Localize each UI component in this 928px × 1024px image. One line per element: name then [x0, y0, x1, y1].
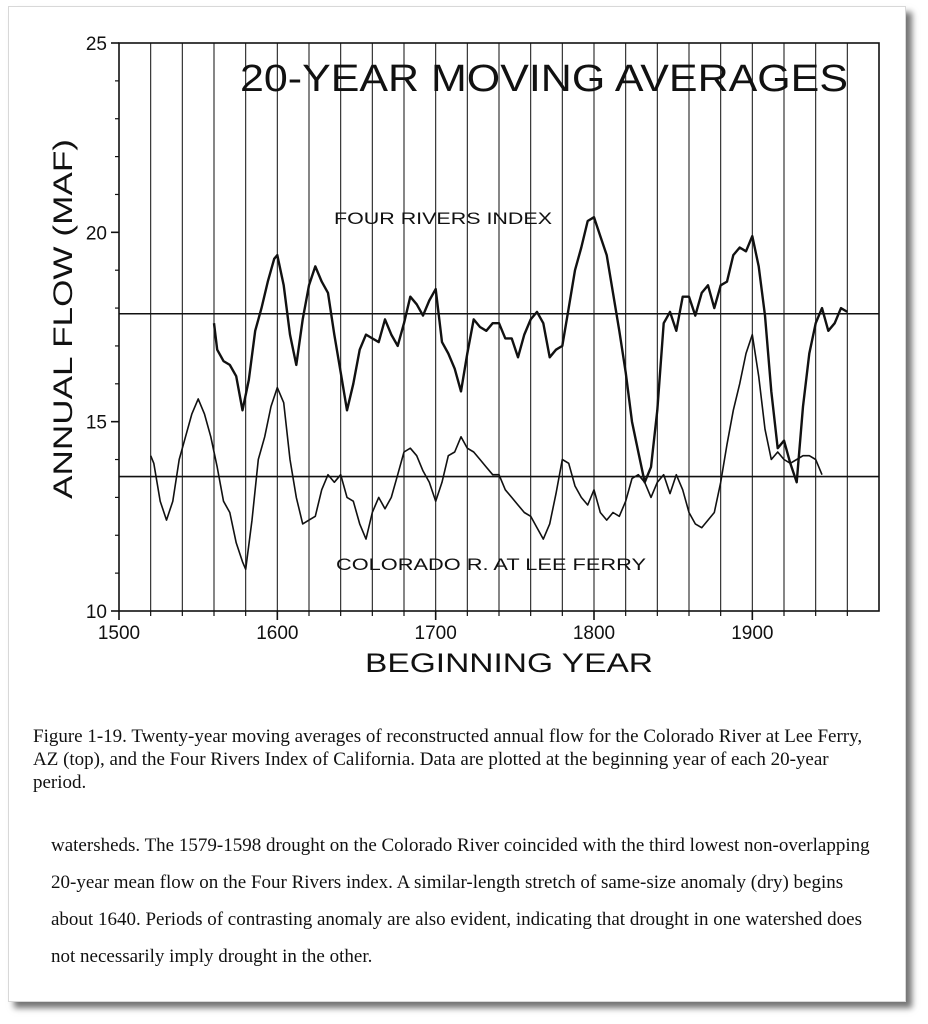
document-page [8, 6, 906, 1002]
body-paragraph: watersheds. The 1579-1598 drought on the Colorado River coincided with the third lowest non-overlapping 20-year mean flow on the Four Rivers index. A similar-length stretch of same-size anomaly (dry) begins about 1640. Periods of contrasting anomaly are also evident, indicating that drought in one watershed does not necessarily imply drought in the other. [51, 835, 870, 967]
x-tick-label-1800: 1800 [572, 623, 616, 644]
x-tick-label-1600: 1600 [256, 623, 299, 644]
x-axis-label: BEGINNING YEAR [365, 648, 653, 678]
y-tick-label-20: 20 [85, 223, 107, 245]
x-tick-label-1900: 1900 [731, 623, 774, 644]
x-tick-label-1500: 1500 [97, 623, 141, 644]
colorado-annotation: COLORADO R. AT LEE FERRY [336, 555, 646, 574]
y-tick-label-10: 10 [85, 602, 107, 623]
x-tick-label-1700: 1700 [414, 623, 457, 644]
moving-averages-chart [9, 7, 905, 697]
chart-title: 20-YEAR MOVING AVERAGES [240, 58, 848, 100]
figure-caption: Figure 1-19. Twenty-year moving averages of reconstructed annual flow for the Colorado River at Lee Ferry, AZ (top), and the Four Rivers Index of California. Data are plotted at the beginning year of each 20-year period. [33, 726, 863, 793]
y-axis-label: ANNUAL FLOW (MAF) [48, 222, 78, 499]
four-rivers-annotation: FOUR RIVERS INDEX [334, 209, 552, 228]
colorado-series-line [151, 335, 822, 570]
y-tick-label-15: 15 [85, 412, 107, 434]
axis-ticks [86, 34, 847, 644]
y-tick-label-25: 25 [85, 34, 107, 55]
